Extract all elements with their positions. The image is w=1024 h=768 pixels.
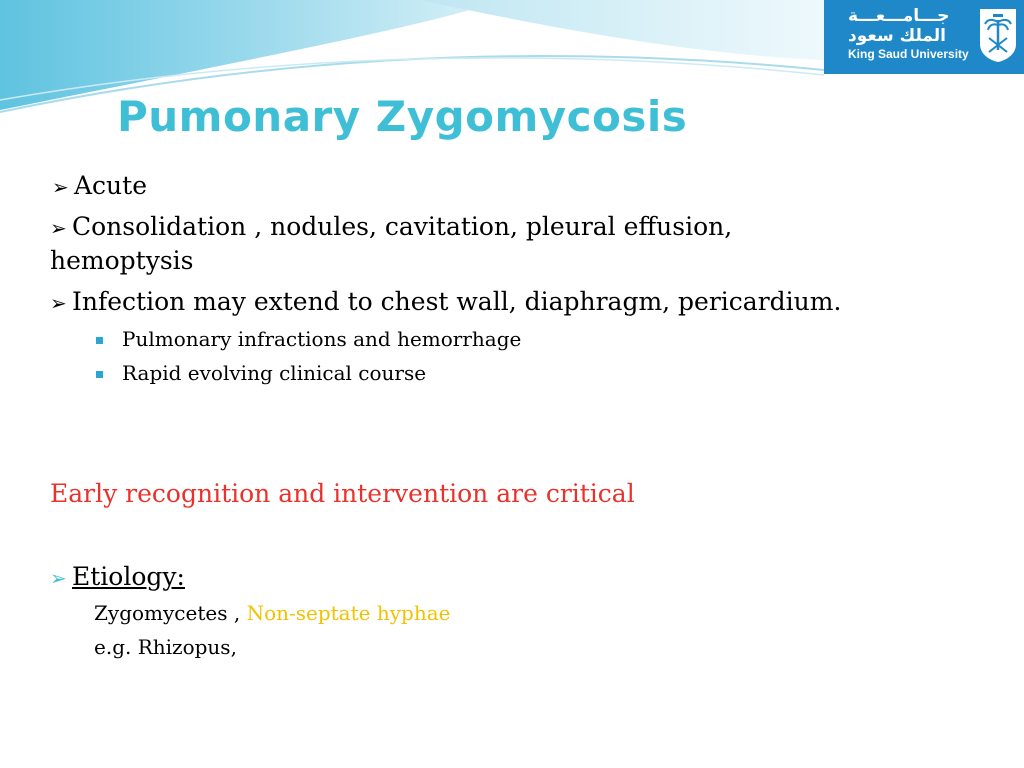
bullet-infection-text: Infection may extend to chest wall, diaphragm, pericardium. xyxy=(72,287,842,316)
etiology-heading-text: Etiology: xyxy=(72,562,185,591)
etiology-hyphae: Non-septate hyphae xyxy=(246,601,451,625)
etiology-zygomycetes: Zygomycetes , xyxy=(94,601,247,625)
slide-title: Pumonary Zygomycosis xyxy=(117,92,688,141)
etiology-line1 xyxy=(94,601,450,625)
bullet-acute xyxy=(52,171,147,200)
sub-bullet-infractions: Pulmonary infractions and hemorrhage xyxy=(122,327,522,351)
bullet-consolidation-text: Consolidation , nodules, cavitation, pleural effusion, xyxy=(72,212,733,241)
palm-emblem-icon xyxy=(977,6,1019,64)
arrow-bullet-icon: ➢ xyxy=(52,175,69,199)
sub-bullet-rapid-course: Rapid evolving clinical course xyxy=(122,361,427,385)
square-bullet-icon xyxy=(96,337,103,344)
highlight-critical-text: Early recognition and intervention are critical xyxy=(50,479,635,508)
bullet-consolidation-continued: hemoptysis xyxy=(50,246,194,275)
arrow-bullet-icon: ➢ xyxy=(50,216,67,240)
bullet-consolidation xyxy=(50,212,732,241)
arrow-bullet-icon: ➢ xyxy=(50,291,67,315)
square-bullet-icon xyxy=(96,371,103,378)
etiology-heading xyxy=(50,562,185,591)
etiology-line2: e.g. Rhizopus, xyxy=(94,635,237,659)
logo-arabic-line2: الملك سعود xyxy=(848,26,946,46)
university-logo xyxy=(824,0,1024,74)
logo-arabic-line1: جـــامـــعـــة xyxy=(848,6,950,26)
arrow-bullet-icon: ➢ xyxy=(50,566,67,590)
logo-english-name: King Saud University xyxy=(848,47,969,61)
bullet-acute-text: Acute xyxy=(74,171,147,200)
bullet-infection xyxy=(50,287,841,316)
